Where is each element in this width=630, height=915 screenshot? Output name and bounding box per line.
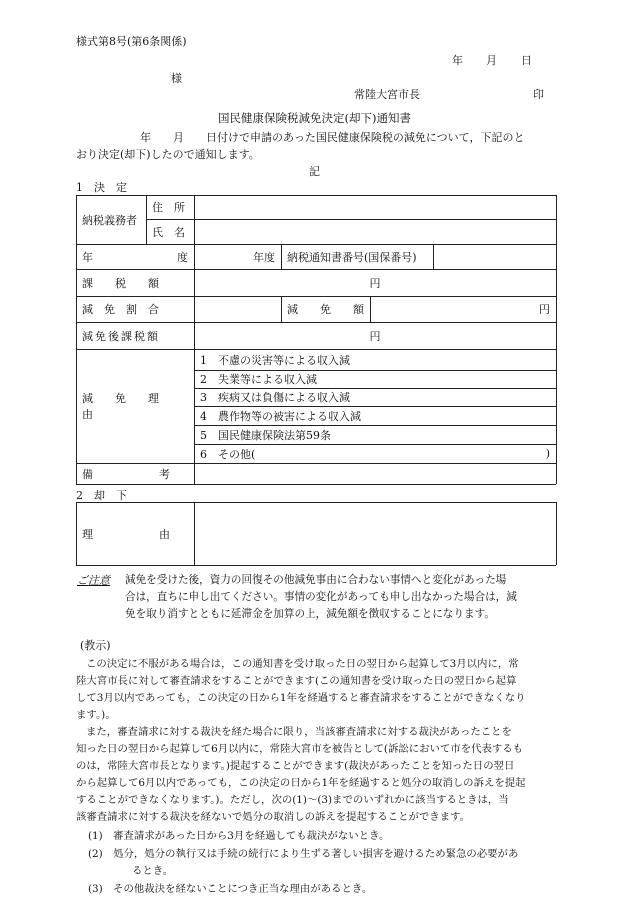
tax-amount-yen: 円 [369,276,381,290]
note-line-2: 合は，直ちに申し出てください。事情の変化があっても申し出なかった場合は，減 [125,591,517,603]
instruction-heading: (教示) [80,639,111,652]
date-day-label: 日 [521,54,532,67]
instruction-line-9: することができなくなります。)。ただし，次の(1)～(3)までのいずれかに該当するときは，当 [76,794,509,806]
reduction-amount-yen: 円 [539,303,550,316]
reason-other-close: ) [545,447,550,460]
reduction-amount-label: 減 免 額 [287,303,364,316]
document-title: 国民健康保険税減免決定(却下)通知書 [218,111,411,125]
fiscal-year-label [76,244,194,269]
notice-number-label: 納税通知書番号(国保番号) [287,250,417,264]
note-label: ご注意 [77,574,110,587]
instruction-line-1: この決定に不服がある場合は，この通知書を受け取った日の翌日から起算して3月以内に，常 [86,658,519,670]
after-tax-label: 減免後課税額 [82,329,160,343]
intro-line-1: 年 月 日付けで申請のあった国民健康保険税の減免について，下記のと [140,131,525,144]
reason-item-2: 2 失業等による収入減 [200,373,317,386]
rejection-reason-label: 理 由 [82,527,170,541]
name-label: 氏 名 [152,225,185,239]
seal-mark: 印 [533,88,544,101]
address-label: 住 所 [152,201,185,214]
taxpayer-label: 納税義務者 [82,213,137,227]
instruction-line-8: から起算して6月以内であっても，この決定の日から1年を経過すると処分の取消しの訴えを提起 [76,777,526,789]
instruction-item-1: (1) 審査請求があった日から3月を経過しても裁決がないとき。 [88,830,390,842]
instruction-line-7: のは，常陸大宮市長となります。)提起することができます(裁決があったことを知った日の翌日 [76,760,515,772]
reason-item-4: 4 農作物等の被害による収入減 [200,409,361,423]
remarks-label: 備 考 [82,467,170,481]
section-decision-heading: 1 決 定 [76,181,127,194]
intro-line-2: おり決定(却下)したので通知します。 [76,148,260,161]
reason-item-6 [194,444,556,463]
reason-item-3: 3 疾病又は負傷による収入減 [200,391,350,404]
instruction-item-2: (2) 処分，処分の執行又は手続の続行により生ずる著しい損害を避けるため緊急の必要があ [88,848,519,860]
ki-label: 記 [309,165,320,178]
reason-item-5: 5 国民健康保険法第59条 [200,428,331,442]
note-line-3: 免を取り消すとともに延滞金を加算の上，減免額を徴収することになります。 [125,608,495,620]
date-month-label: 月 [486,54,497,67]
nendo-label: 年度 [253,250,275,264]
reason-item-1: 1 不慮の災害等による収入減 [200,354,350,367]
instruction-item-2-cont: るとき。 [132,865,174,877]
date-year-label: 年 [452,54,463,67]
addressee-label: 様 [171,72,182,85]
instruction-line-6: 知った日の翌日から起算して6月以内に，常陸大宮市を被告として(訴訟において市を代表するも [76,743,524,755]
fiscal-year-nen: 年 [82,250,93,264]
reason-other-open: 6 その他( [200,447,256,461]
instruction-item-3: (3) その他裁決を経ないことにつき正当な理由があるとき。 [88,883,373,895]
instruction-line-2: 陸大宮市長に対して審査請求をすることができます(この通知書を受け取った日の翌日から起算 [76,675,517,687]
note-line-1: 減免を受けた後，資力の回復その他減免事由に合わない事情へと変化があった場 [125,574,507,586]
issuer-name: 常陸大宮市長 [354,88,420,101]
reduction-reason-label: 減 免 理 由 [82,392,181,421]
form-number: 様式第8号(第6条関係) [76,35,187,48]
instruction-line-5: また，審査請求に対する裁決を経た場合に限り，当該審査請求に対する裁決があったことを [86,726,512,738]
after-tax-yen: 円 [369,329,381,343]
reduction-rate-label: 減 免 割 合 [82,303,159,316]
fiscal-year-do: 度 [177,250,188,264]
tax-amount-label: 課 税 額 [82,276,159,290]
instruction-line-4: ます。)。 [76,709,116,721]
instruction-line-3: して3月以内であっても，この決定の日から1年を経過すると審査請求をすることができなくなり [76,692,526,704]
instruction-line-10: 該審査請求に対する裁決を経ないで処分の取消しの訴えを提起することができます。 [76,811,471,823]
section-rejection-heading: 2 却 下 [76,489,127,502]
